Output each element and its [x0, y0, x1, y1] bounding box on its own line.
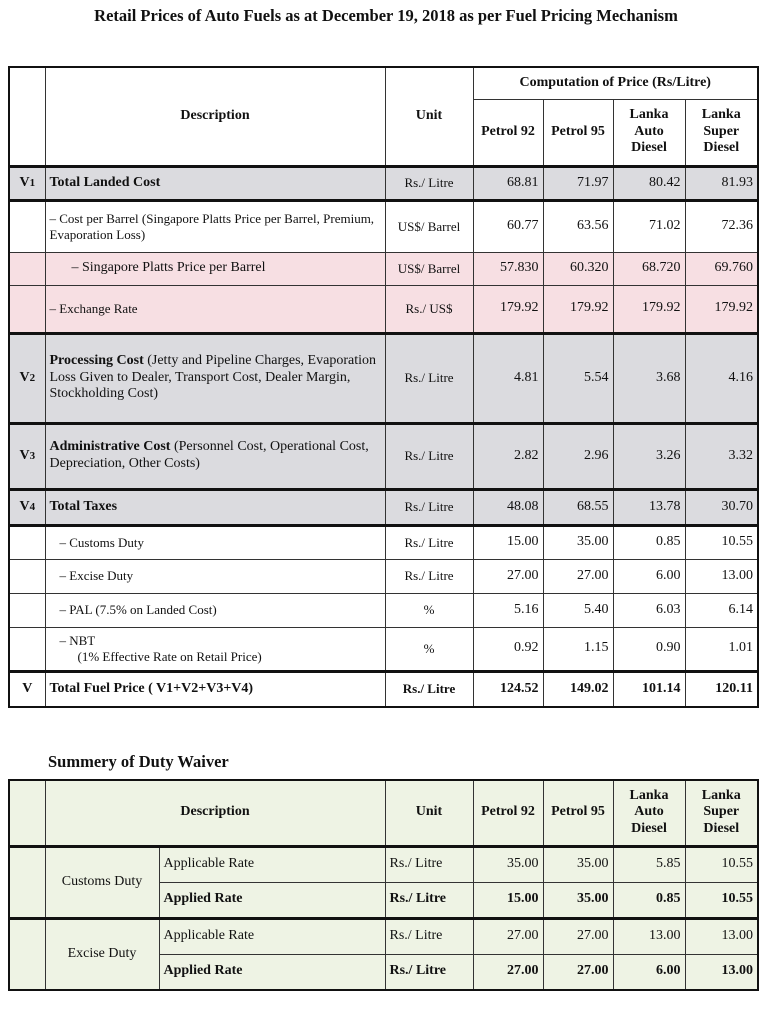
row-code — [9, 627, 45, 671]
table-row — [9, 333, 758, 423]
summary-header-blank — [9, 780, 45, 846]
row-value: 0.85 — [613, 525, 685, 559]
header-col: Petrol 95 — [543, 99, 613, 166]
summary-row-value: 6.00 — [613, 954, 685, 990]
summary-row-value: 10.55 — [685, 846, 758, 882]
row-value: 3.32 — [685, 423, 758, 489]
row-value: 69.760 — [685, 252, 758, 285]
row-unit: US$/ Barrel — [385, 252, 473, 285]
header-code-cell — [9, 67, 45, 166]
table-row — [9, 423, 758, 489]
summary-header-row — [9, 780, 758, 846]
row-value: 60.320 — [543, 252, 613, 285]
header-col: Lanka Auto Diesel — [613, 99, 685, 166]
summary-row-value: 27.00 — [473, 954, 543, 990]
summary-row-unit: Rs./ Litre — [385, 882, 473, 918]
table-row — [9, 252, 758, 285]
summary-group-name: Excise Duty — [45, 918, 159, 990]
row-value: 68.720 — [613, 252, 685, 285]
summary-row-value: 35.00 — [473, 846, 543, 882]
row-value: 13.78 — [613, 489, 685, 525]
header-unit: Unit — [385, 67, 473, 166]
row-value: 6.03 — [613, 593, 685, 627]
table-row — [9, 671, 758, 707]
row-code: V3 — [9, 423, 45, 489]
summary-row-value: 15.00 — [473, 882, 543, 918]
row-desc-bold: Total Fuel Price ( V1+V2+V3+V4) — [49, 680, 254, 696]
summary-row-value: 13.00 — [685, 954, 758, 990]
row-code: V2 — [9, 333, 45, 423]
row-value: 63.56 — [543, 200, 613, 252]
table-row — [9, 200, 758, 252]
table-row — [9, 489, 758, 525]
row-value: 179.92 — [543, 285, 613, 333]
row-description — [45, 525, 385, 559]
summary-row-value: 27.00 — [543, 954, 613, 990]
row-value: 15.00 — [473, 525, 543, 559]
summary-header-col: Petrol 92 — [473, 780, 543, 846]
row-value: 60.77 — [473, 200, 543, 252]
summary-row-label: Applied Rate — [159, 882, 385, 918]
summary-row-value: 10.55 — [685, 882, 758, 918]
row-unit: Rs./ Litre — [385, 671, 473, 707]
row-value: 81.93 — [685, 166, 758, 200]
row-value: 5.54 — [543, 333, 613, 423]
summary-group-name: Customs Duty — [45, 846, 159, 918]
row-desc-bold: Total Landed Cost — [49, 174, 161, 190]
summary-row-label: Applied Rate — [159, 954, 385, 990]
row-unit: Rs./ Litre — [385, 333, 473, 423]
summary-row — [9, 846, 758, 882]
row-value: 27.00 — [543, 559, 613, 593]
row-description — [45, 593, 385, 627]
row-value: 68.81 — [473, 166, 543, 200]
summary-row-value: 27.00 — [543, 918, 613, 954]
row-value: 6.14 — [685, 593, 758, 627]
summary-header-description: Description — [45, 780, 385, 846]
summary-title: Summery of Duty Waiver — [48, 752, 229, 771]
row-value: 179.92 — [685, 285, 758, 333]
row-value: 71.02 — [613, 200, 685, 252]
row-unit: Rs./ Litre — [385, 559, 473, 593]
row-description — [45, 166, 385, 200]
summary-row-value: 5.85 — [613, 846, 685, 882]
table-row — [9, 166, 758, 200]
row-value: 48.08 — [473, 489, 543, 525]
summary-header-col: Petrol 95 — [543, 780, 613, 846]
row-value: 72.36 — [685, 200, 758, 252]
row-value: 5.40 — [543, 593, 613, 627]
row-value: 3.26 — [613, 423, 685, 489]
header-computation: Computation of Price (Rs/Litre) — [473, 67, 758, 99]
row-unit: Rs./ Litre — [385, 525, 473, 559]
duty-waiver-table — [8, 779, 759, 991]
header-description: Description — [45, 67, 385, 166]
header-col: Petrol 92 — [473, 99, 543, 166]
table-row — [9, 525, 758, 559]
header-col: Lanka Super Diesel — [685, 99, 758, 166]
table-row — [9, 559, 758, 593]
row-value: 4.81 — [473, 333, 543, 423]
row-desc: – Singapore Platts Price per Barrel — [71, 260, 266, 276]
row-code — [9, 285, 45, 333]
row-description — [45, 489, 385, 525]
row-code: V — [9, 671, 45, 707]
row-value: 0.92 — [473, 627, 543, 671]
summary-row-value: 13.00 — [685, 918, 758, 954]
row-unit: Rs./ Litre — [385, 489, 473, 525]
row-value: 120.11 — [685, 671, 758, 707]
row-value: 27.00 — [473, 559, 543, 593]
row-description — [45, 285, 385, 333]
row-code: V1 — [9, 166, 45, 200]
row-code: V4 — [9, 489, 45, 525]
summary-row-value: 27.00 — [473, 918, 543, 954]
row-value: 124.52 — [473, 671, 543, 707]
row-value: 3.68 — [613, 333, 685, 423]
row-description — [45, 671, 385, 707]
summary-row-unit: Rs./ Litre — [385, 918, 473, 954]
row-desc: – Cost per Barrel (Singapore Platts Price per Barrel, Premium, Evaporation Loss) — [49, 210, 375, 242]
fuel-price-table — [8, 66, 759, 708]
header-row — [9, 67, 758, 99]
row-value: 179.92 — [613, 285, 685, 333]
summary-blank — [9, 918, 45, 990]
row-description — [45, 333, 385, 423]
row-code — [9, 559, 45, 593]
row-value: 0.90 — [613, 627, 685, 671]
summary-header-unit: Unit — [385, 780, 473, 846]
row-desc: – NBT — [59, 632, 96, 648]
row-unit: % — [385, 627, 473, 671]
row-desc-bold: Processing Cost — [49, 352, 144, 368]
row-desc: – Exchange Rate — [49, 300, 138, 316]
row-value: 35.00 — [543, 525, 613, 559]
row-value: 68.55 — [543, 489, 613, 525]
row-value: 5.16 — [473, 593, 543, 627]
row-desc: – Excise Duty — [59, 568, 134, 584]
row-description — [45, 252, 385, 285]
row-code — [9, 525, 45, 559]
row-desc-bold: Total Taxes — [49, 498, 118, 514]
row-description — [45, 559, 385, 593]
summary-row-value: 0.85 — [613, 882, 685, 918]
table-row — [9, 285, 758, 333]
summary-header-col: Lanka Auto Diesel — [613, 780, 685, 846]
row-code — [9, 200, 45, 252]
row-unit: Rs./ Litre — [385, 166, 473, 200]
table-row — [9, 593, 758, 627]
summary-row-label: Applicable Rate — [159, 846, 385, 882]
row-value: 71.97 — [543, 166, 613, 200]
row-value: 10.55 — [685, 525, 758, 559]
row-value: 13.00 — [685, 559, 758, 593]
row-unit: % — [385, 593, 473, 627]
page-title: Retail Prices of Auto Fuels as at December 19, 2018 as per Fuel Pricing Mechanism — [94, 6, 678, 25]
row-value: 1.01 — [685, 627, 758, 671]
row-desc-bold: Administrative Cost — [49, 439, 171, 455]
row-value: 30.70 — [685, 489, 758, 525]
row-description — [45, 627, 385, 671]
summary-blank — [9, 846, 45, 918]
row-value: 149.02 — [543, 671, 613, 707]
row-desc-rest: (Personnel Cost, Operational Cost, Depreciation, Other Costs) — [49, 439, 369, 471]
row-value: 6.00 — [613, 559, 685, 593]
row-desc-rest: (Jetty and Pipeline Charges, Evaporation Loss Given to Dealer, Transport Cost, Dealer Margin, Stockholding Cost) — [49, 352, 376, 402]
summary-row-unit: Rs./ Litre — [385, 846, 473, 882]
row-value: 2.96 — [543, 423, 613, 489]
row-unit: US$/ Barrel — [385, 200, 473, 252]
row-code — [9, 593, 45, 627]
summary-row — [9, 918, 758, 954]
summary-header-col: Lanka Super Diesel — [685, 780, 758, 846]
row-value: 101.14 — [613, 671, 685, 707]
row-unit: Rs./ US$ — [385, 285, 473, 333]
row-description — [45, 423, 385, 489]
row-unit: Rs./ Litre — [385, 423, 473, 489]
row-description — [45, 200, 385, 252]
row-desc-2: (1% Effective Rate on Retail Price) — [77, 648, 262, 664]
row-value: 2.82 — [473, 423, 543, 489]
summary-row-value: 35.00 — [543, 846, 613, 882]
summary-row-unit: Rs./ Litre — [385, 954, 473, 990]
row-value: 1.15 — [543, 627, 613, 671]
row-value: 179.92 — [473, 285, 543, 333]
summary-row-label: Applicable Rate — [159, 918, 385, 954]
row-code — [9, 252, 45, 285]
row-desc: – Customs Duty — [59, 534, 145, 550]
table-row — [9, 627, 758, 671]
row-value: 57.830 — [473, 252, 543, 285]
summary-row-value: 35.00 — [543, 882, 613, 918]
row-desc: – PAL (7.5% on Landed Cost) — [59, 602, 217, 618]
row-value: 4.16 — [685, 333, 758, 423]
summary-row-value: 13.00 — [613, 918, 685, 954]
row-value: 80.42 — [613, 166, 685, 200]
